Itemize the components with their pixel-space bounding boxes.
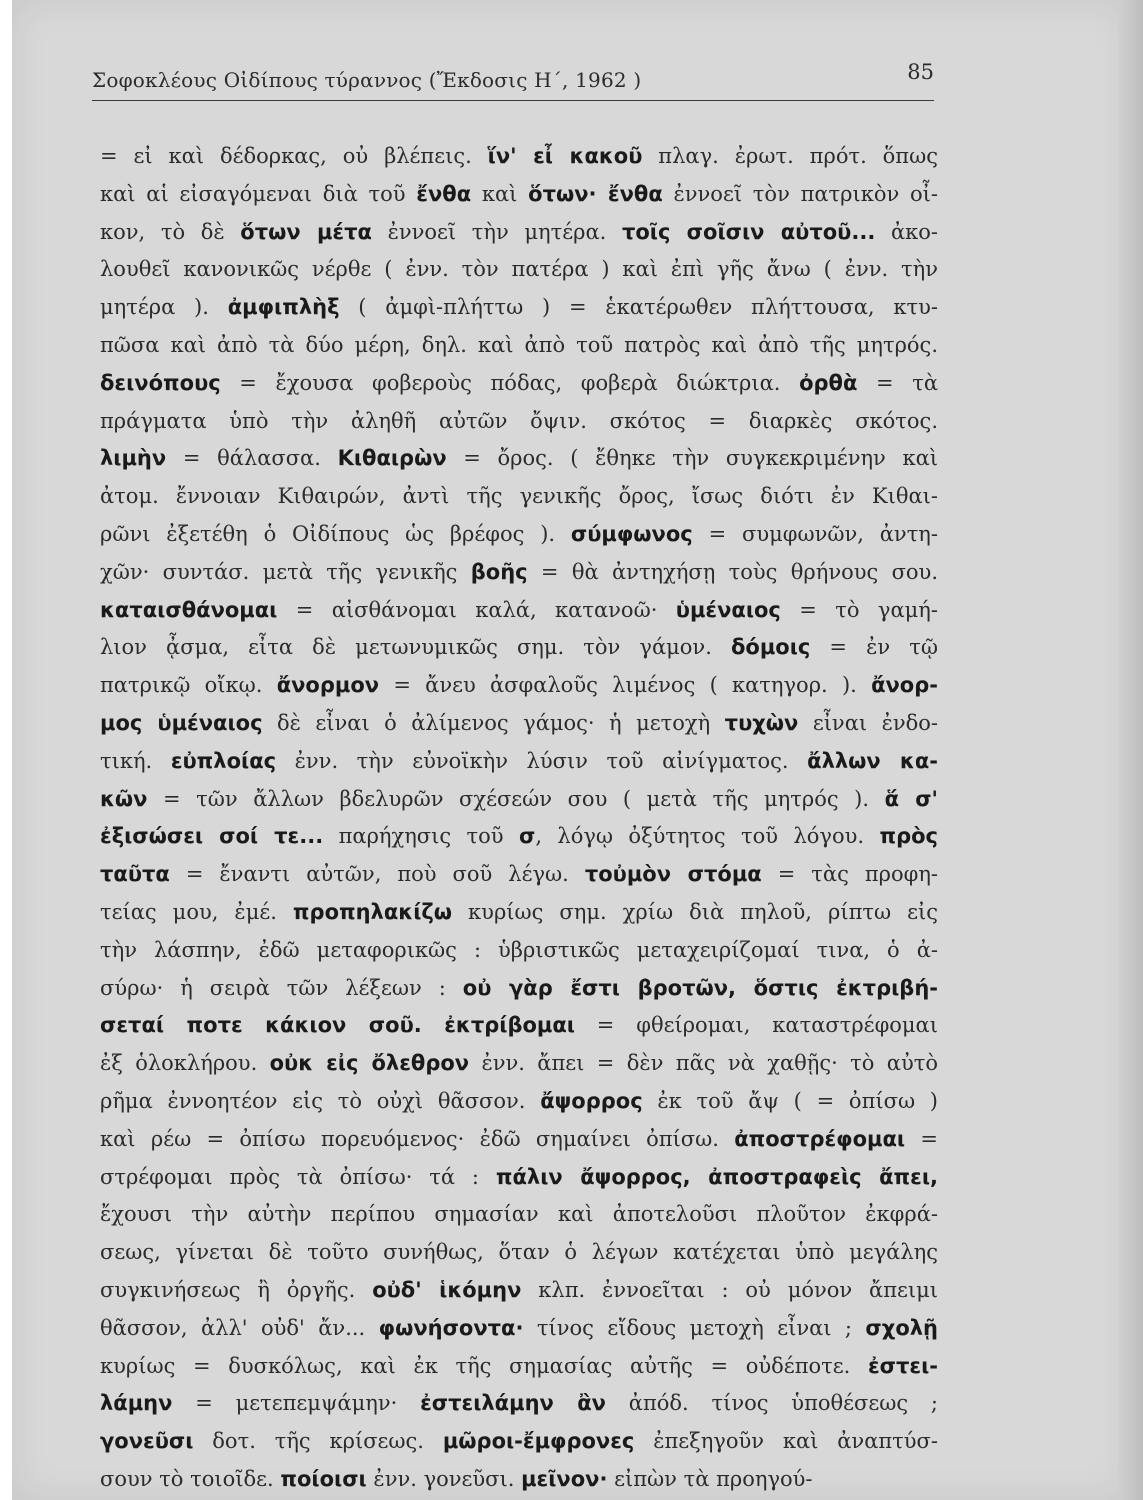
gloss-text: κον, τὸ δὲ — [100, 219, 241, 244]
gloss-text: = θὰ ἀντηχήσῃ τοὺς θρήνους σου. — [527, 559, 938, 584]
lemma-bold: σ — [518, 824, 536, 849]
lemma-bold: εὐπλοίας — [170, 748, 277, 773]
gloss-text: τὴν λάσπην, ἐδῶ μεταφορικῶς : ὑβριστικῶς μεταχειρίζομαί τινα, ὁ ἀ- — [100, 937, 938, 962]
page-edge — [1119, 0, 1143, 1500]
gloss-text: κυρίως = δυσκόλως, καὶ ἐκ τῆς σημασίας αὐτῆς = οὐδέποτε. — [100, 1353, 868, 1378]
lemma-bold: ποίοισι — [280, 1466, 367, 1491]
text-line — [100, 705, 938, 743]
lemma-bold: δόμοις — [730, 635, 811, 660]
lemma-bold: οὐ γὰρ ἔστι βροτῶν, ὅστις ἐκτριβή- — [462, 975, 938, 1000]
gloss-text: ἐννοεῖ τὴν μητέρα. — [371, 219, 622, 244]
lemma-bold: μῶροι-ἔμφρονες — [442, 1429, 635, 1454]
gloss-text: ἀκο- — [875, 219, 938, 244]
running-head: Σοφοκλέους Οἰδίπους τύραννος (Ἔκδοσις Η΄, 1962 ) — [92, 68, 642, 92]
lemma-bold: μεῖνον· — [521, 1466, 608, 1491]
lemma-bold: σύμφωνος — [570, 521, 693, 546]
lemma-bold: ὅτων μέτα — [240, 219, 372, 244]
gloss-text: τείας μου, ἐμέ. — [100, 899, 293, 924]
text-line — [100, 1159, 938, 1197]
text-line — [100, 1385, 938, 1423]
gloss-text: ἔχουσι τὴν αὐτὴν περίπου σημασίαν καὶ ἀποτελοῦσι πλοῦτον ἐκφρά- — [100, 1202, 938, 1227]
text-line — [100, 176, 938, 214]
gloss-text: ἐνν. ἄπει = δὲν πᾶς νὰ χαθῇς· τὸ αὐτὸ — [469, 1051, 938, 1076]
lemma-bold: καταισθάνομαι — [100, 597, 278, 622]
text-line — [100, 1272, 938, 1310]
lemma-bold: βοῆς — [470, 559, 528, 584]
lemma-bold: ἅ σ' — [884, 786, 938, 811]
gloss-text: ρῶνι ἐξετέθη ὁ Οἰδίπους ὡς βρέφος ). — [100, 521, 571, 546]
text-line — [100, 970, 938, 1008]
gloss-text: = ἐν τῷ — [810, 635, 938, 660]
lemma-bold: ὑμέναιος — [675, 597, 781, 622]
text-line — [100, 289, 938, 327]
lemma-bold: τοῖς σοῖσιν αὐτοῦ... — [621, 219, 876, 244]
lemma-bold: τυχὼν — [724, 710, 799, 735]
gloss-text: ( ἀμφὶ-πλήττω ) = ἑκατέρωθεν πλήττουσα, κτυ- — [339, 295, 938, 320]
gloss-text: = ἄνευ ἀσφαλοῦς λιμένος ( κατηγορ. ). — [379, 673, 872, 698]
text-line — [100, 251, 938, 289]
gloss-text: πῶσα καὶ ἀπὸ τὰ δύο μέρη, δηλ. καὶ ἀπὸ τοῦ πατρὸς καὶ ἀπὸ τῆς μητρός. — [100, 332, 938, 357]
gloss-text: ἐνν. γονεῦσι. — [366, 1466, 522, 1491]
gloss-text: συγκινήσεως ἢ ὀργῆς. — [100, 1277, 373, 1302]
gloss-text: λουθεῖ κανονικῶς νέρθε ( ἐνν. τὸν πατέρα ) καὶ ἐπὶ γῆς ἄνω ( ἐνν. τὴν — [100, 257, 938, 282]
gloss-text: ἐξ ὁλοκλήρου. — [100, 1051, 270, 1076]
gloss-text: εἶναι ἐνδο- — [798, 710, 938, 735]
gloss-text: = φθείρομαι, καταστρέφομαι — [574, 1013, 938, 1038]
gloss-text: = ἔναντι αὐτῶν, ποὺ σοῦ λέγω. — [169, 862, 585, 887]
text-line — [100, 1348, 938, 1386]
page-number: 85 — [907, 60, 934, 84]
lemma-bold: ἄνορμον — [276, 673, 380, 698]
lemma-bold: προπηλακίζω — [292, 899, 453, 924]
gloss-text: = θάλασσα. — [166, 446, 338, 471]
text-line — [100, 1423, 938, 1461]
lemma-bold: ἐστει- — [867, 1353, 938, 1378]
text-line — [100, 932, 938, 970]
text-line — [100, 818, 938, 856]
gloss-text: ἐνν. τὴν εὐνοϊκὴν λύσιν τοῦ αἰνίγματος. — [276, 748, 808, 773]
gloss-text: λιον ᾆσμα, εἶτα δὲ μετωνυμικῶς σημ. τὸν γάμον. — [100, 635, 731, 660]
lemma-bold: ἵν' εἶ κακοῦ — [487, 144, 643, 168]
text-line — [100, 1121, 938, 1159]
lemma-bold: πάλιν ἄψορρος, ἀποστραφεὶς ἄπει, — [495, 1164, 938, 1189]
text-line — [100, 214, 938, 252]
lemma-bold: ὀρθὰ — [799, 370, 858, 395]
header-rule — [92, 100, 934, 101]
gloss-text: θᾶσσον, ἀλλ' οὐδ' ἄν... — [100, 1315, 379, 1340]
gloss-text: καὶ ρέω = ὀπίσω πορευόμενος· ἐδῶ σημαίνει ὀπίσω. — [100, 1126, 735, 1151]
lemma-bold: ἐξισώσει σοί τε... — [100, 824, 324, 849]
gloss-text: = τῶν ἄλλων βδελυρῶν σχέσεών σου ( μετὰ τῆς μητρός ). — [147, 786, 885, 811]
gloss-text: = τὸ γαμή- — [780, 597, 938, 622]
text-line — [100, 1196, 938, 1234]
text-line — [100, 403, 938, 441]
text-line — [100, 138, 938, 176]
text-line — [100, 327, 938, 365]
gloss-text: σουν τὸ τοιοῖδε. — [100, 1466, 281, 1491]
lemma-bold: ἐστειλάμην ἂν — [420, 1391, 606, 1416]
text-line — [100, 781, 938, 819]
lemma-bold: σεταί ποτε κάκιον σοῦ. ἐκτρίβομαι — [100, 1013, 575, 1038]
text-line — [100, 629, 938, 667]
lemma-bold: λάμην — [100, 1391, 173, 1416]
text-line — [100, 1310, 938, 1348]
lemma-bold: οὐκ εἰς ὄλεθρον — [269, 1051, 470, 1076]
text-line — [100, 516, 938, 554]
text-line — [100, 440, 938, 478]
gloss-text: εἰπὼν τὰ προηγού- — [607, 1466, 813, 1491]
lemma-bold: ἔνθα — [416, 181, 472, 206]
gloss-text: = ἔχουσα φοβεροὺς πόδας, φοβερὰ διώκτρια. — [220, 370, 800, 395]
gloss-text: πράγματα ὑπὸ τὴν ἀληθῆ αὐτῶν ὄψιν. σκότος = διαρκὲς σκότος. — [100, 408, 938, 433]
lemma-bold: ταῦτα — [100, 862, 170, 887]
lemma-bold: δεινόπους — [100, 370, 221, 395]
gloss-text: σεως, γίνεται δὲ τοῦτο συνήθως, ὅταν ὁ λέγων κατέχεται ὑπὸ μεγάλης — [100, 1240, 938, 1265]
gloss-text: ἐννοεῖ τὸν πατρικὸν οἶ- — [662, 181, 938, 206]
lemma-bold: γονεῦσι — [100, 1429, 194, 1454]
gloss-text: = εἰ καὶ δέδορκας, οὐ βλέπεις. — [100, 144, 488, 168]
gloss-text: ἀτομ. ἔννοιαν Κιθαιρών, ἀντὶ τῆς γενικῆς ὄρος, ἴσως διότι ἐν Κιθαι- — [100, 484, 938, 509]
gloss-text: δοτ. τῆς κρίσεως. — [193, 1429, 443, 1454]
lemma-bold: ἄνορ- — [871, 673, 938, 698]
gloss-text: ρῆμα ἐννοητέον εἰς τὸ οὐχὶ θᾶσσον. — [100, 1088, 541, 1113]
text-line — [100, 1234, 938, 1272]
text-line — [100, 894, 938, 932]
text-line — [100, 1461, 938, 1499]
gloss-text: κλπ. ἐννοεῖται : οὐ μόνον ἄπειμι — [521, 1277, 938, 1302]
lemma-bold: ἀμφιπλὴξ — [227, 295, 340, 320]
gloss-text: τίνος εἴδους μετοχὴ εἶναι ; — [523, 1315, 866, 1340]
lemma-bold: πρὸς — [879, 824, 938, 849]
gloss-text: τική. — [100, 748, 171, 773]
text-line — [100, 554, 938, 592]
gloss-text: καὶ αἱ εἰσαγόμεναι διὰ τοῦ — [100, 181, 417, 206]
lemma-bold: σχολῇ — [865, 1315, 938, 1340]
text-line — [100, 592, 938, 630]
lemma-bold: Κιθαιρὼν — [337, 446, 447, 471]
lemma-bold: ἄψορρος — [540, 1088, 643, 1113]
text-line — [100, 856, 938, 894]
lemma-bold: κῶν — [100, 786, 148, 811]
lemma-bold: ἀποστρέφομαι — [734, 1126, 906, 1151]
lemma-bold: ἄλλων κα- — [807, 748, 938, 773]
gloss-text: χῶν· συντάσ. μετὰ τῆς γενικῆς — [100, 559, 471, 584]
gloss-text: = τὰς προφη- — [761, 862, 938, 887]
lemma-bold: μος ὑμέναιος — [100, 710, 263, 735]
lemma-bold: λιμὴν — [100, 446, 167, 471]
text-line — [100, 1045, 938, 1083]
text-line — [100, 1083, 938, 1121]
lemma-bold: φωνήσοντα· — [378, 1315, 524, 1340]
gloss-text: ἀπόδ. τίνος ὑποθέσεως ; — [605, 1391, 938, 1416]
lemma-bold: ὅτων· ἔνθα — [528, 181, 663, 206]
gloss-text: κυρίως σημ. χρίω διὰ πηλοῦ, ρίπτω εἰς — [452, 899, 938, 924]
gloss-text: = μετεπεμψάμην· — [172, 1391, 421, 1416]
gloss-text: , λόγῳ ὀξύτητος τοῦ λόγου. — [535, 824, 880, 849]
gloss-text: = τὰ — [857, 370, 938, 395]
commentary-text — [100, 138, 938, 1499]
gloss-text: = — [905, 1126, 938, 1151]
gloss-text: ἐκ τοῦ ἄψ ( = ὀπίσω ) — [642, 1088, 938, 1113]
text-line — [100, 365, 938, 403]
gloss-text: ἐπεξηγοῦν καὶ ἀναπτύσ- — [634, 1429, 938, 1454]
lemma-bold: οὐδ' ἱκόμην — [372, 1277, 522, 1302]
gloss-text: = ὄρος. ( ἔθηκε τὴν συγκεκριμένην καὶ — [446, 446, 938, 471]
gloss-text: παρήχησις τοῦ — [323, 824, 519, 849]
gloss-text: πλαγ. ἐρωτ. πρότ. ὅπως — [642, 144, 938, 168]
gloss-text: μητέρα ). — [100, 295, 228, 320]
gloss-text: = αἰσθάνομαι καλά, κατανοῶ· — [277, 597, 676, 622]
gloss-text: στρέφομαι πρὸς τὰ ὀπίσω· τά : — [100, 1164, 496, 1189]
lemma-bold: τοὐμὸν στόμα — [584, 862, 762, 887]
gloss-text: δὲ εἶναι ὁ ἀλίμενος γάμος· ἡ μετοχὴ — [262, 710, 725, 735]
text-line — [100, 478, 938, 516]
text-line — [100, 1007, 938, 1045]
gloss-text: καὶ — [471, 181, 529, 206]
gloss-text: = συμφωνῶν, ἀντη- — [692, 521, 938, 546]
page-header — [92, 60, 934, 100]
text-line — [100, 743, 938, 781]
text-line — [100, 667, 938, 705]
gloss-text: σύρω· ἡ σειρὰ τῶν λέξεων : — [100, 975, 463, 1000]
gloss-text: πατρικῷ οἴκῳ. — [100, 673, 277, 698]
